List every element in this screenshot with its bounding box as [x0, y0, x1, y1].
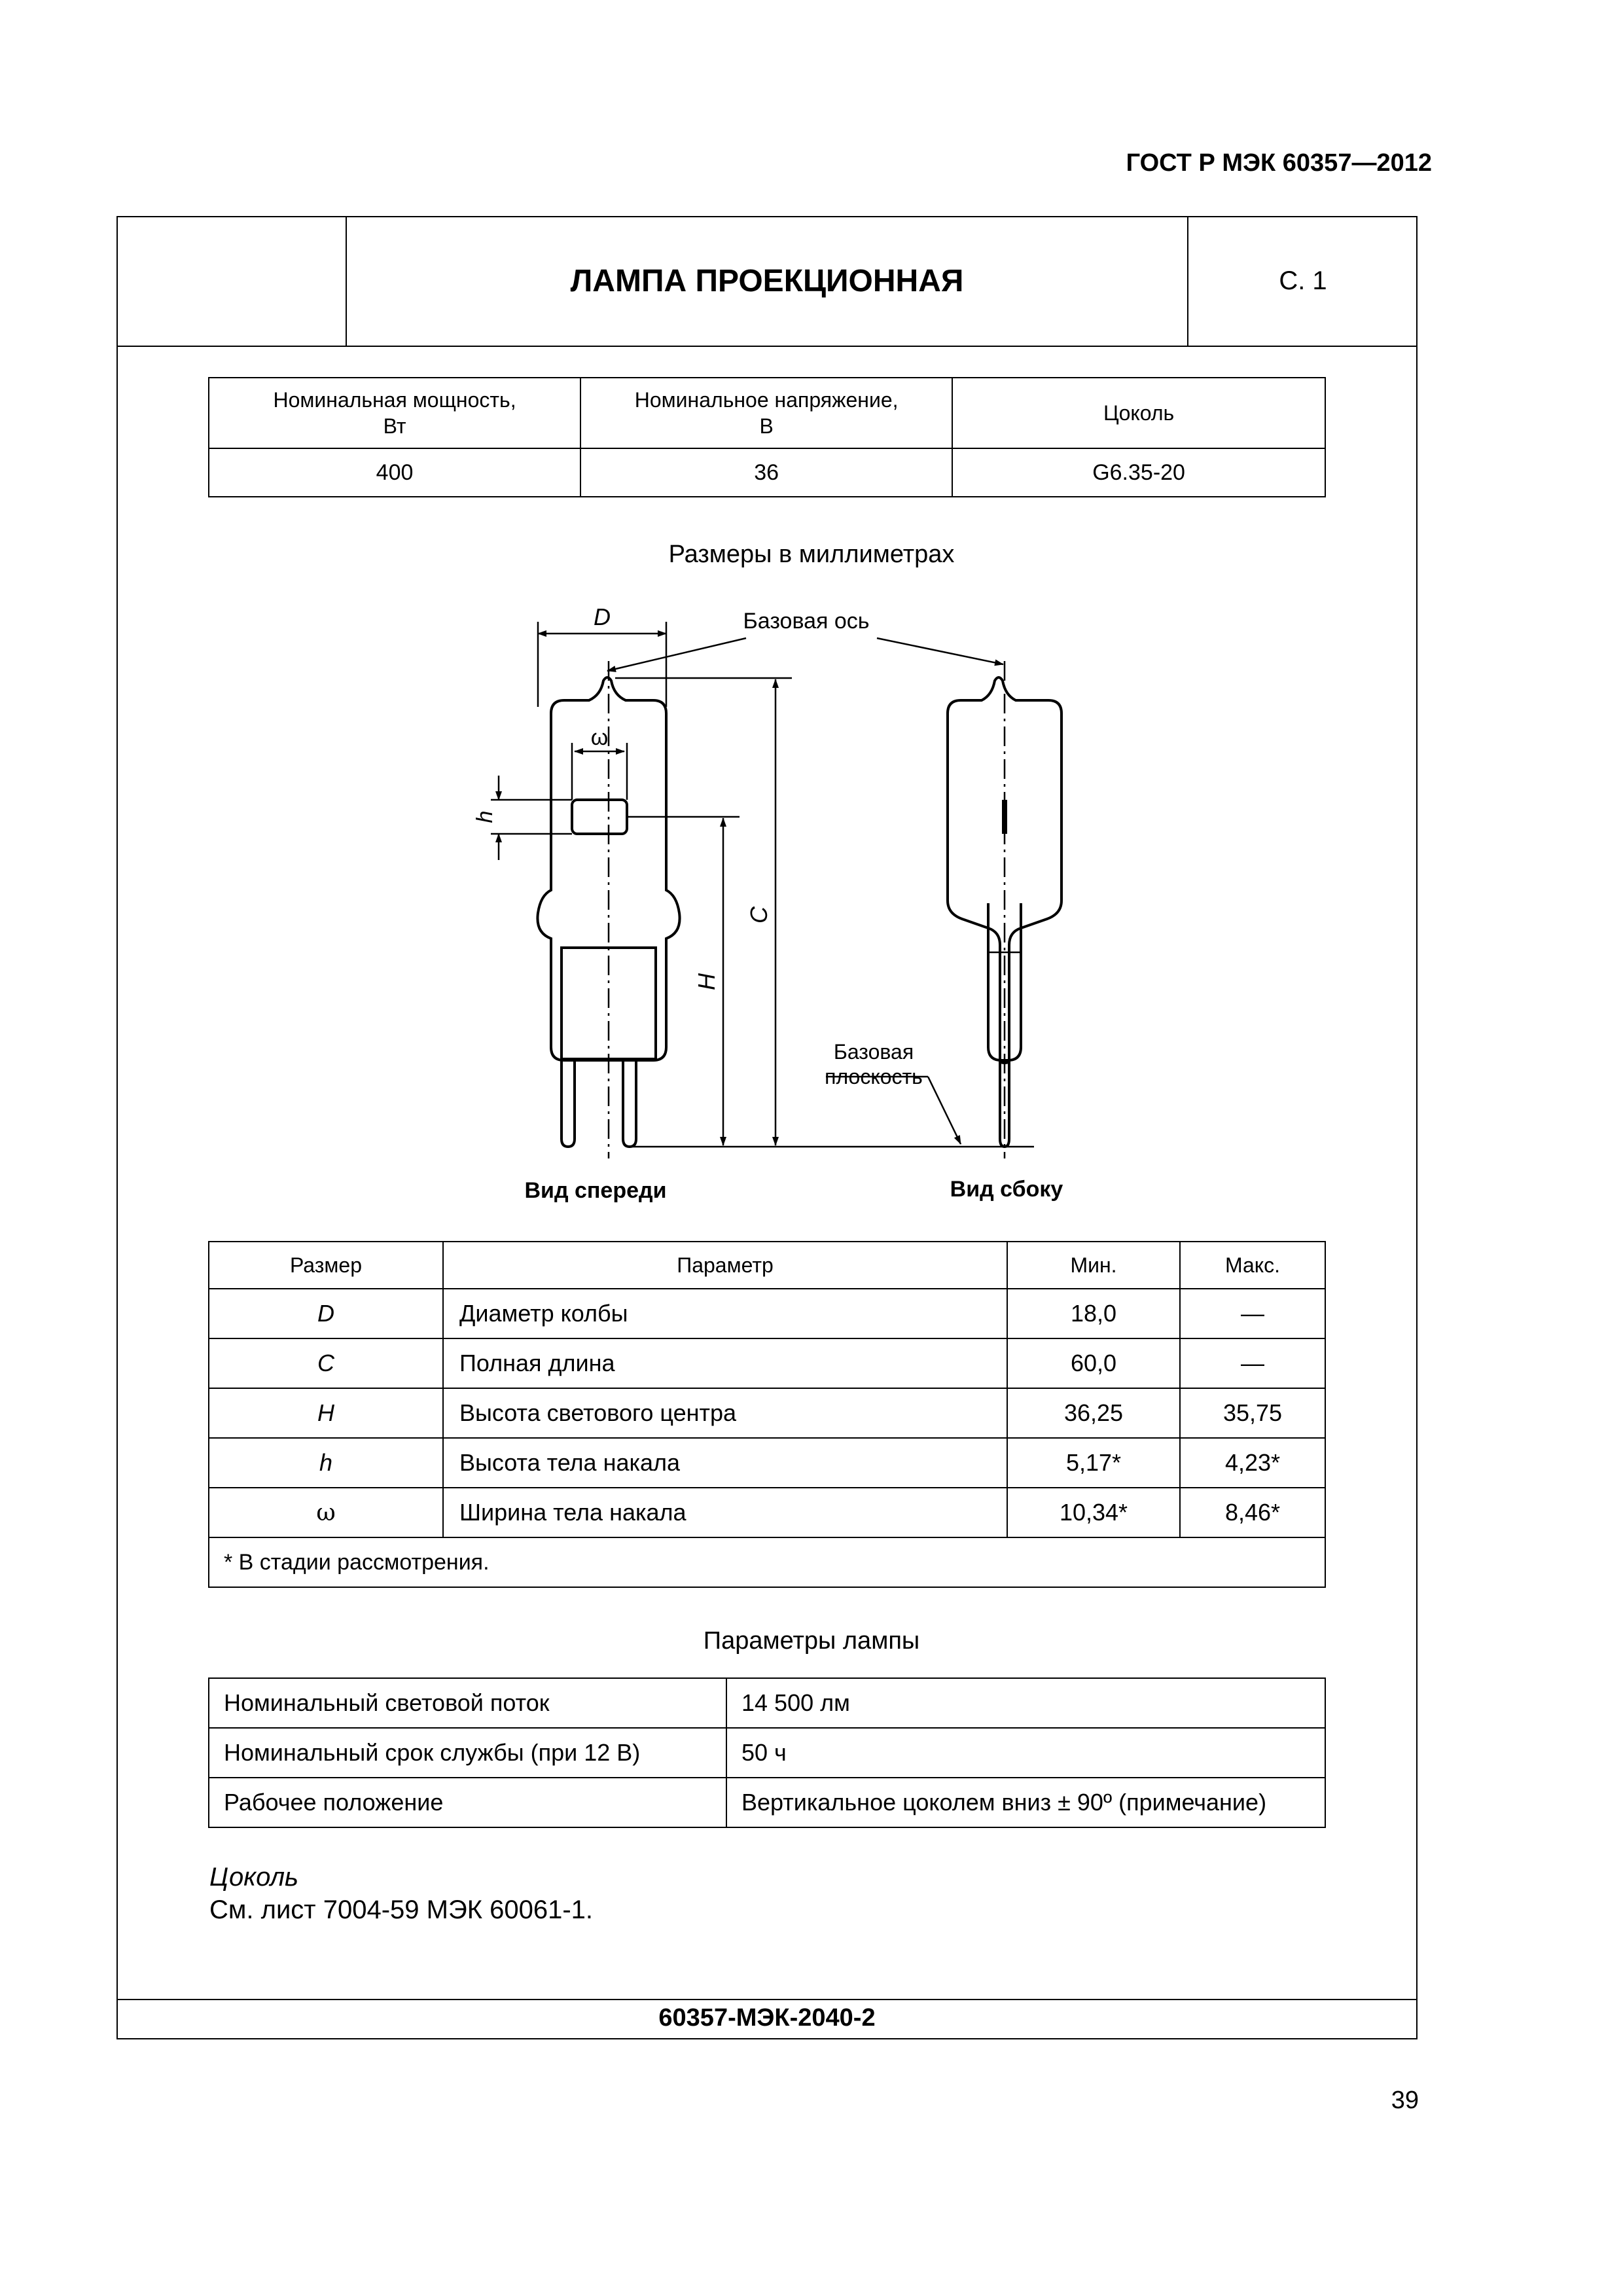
filament: [572, 800, 627, 834]
header-power: Номинальная мощность, Вт: [209, 378, 580, 448]
lamp-params-caption: Параметры лампы: [703, 1627, 920, 1655]
label-front-view: Вид спереди: [524, 1178, 667, 1203]
sheet-number: С. 1: [1279, 266, 1327, 295]
header-voltage: Номинальное напряжение, В: [580, 378, 952, 448]
table-row: Номинальный срок службы (при 12 В) 50 ч: [209, 1728, 1325, 1778]
col-size: Размер: [209, 1242, 443, 1289]
label-side-view: Вид сбоку: [950, 1177, 1063, 1202]
table-row: H Высота светового центра 36,25 35,75: [209, 1388, 1325, 1438]
label-c: C: [745, 906, 772, 924]
sheet-title: ЛАМПА ПРОЕКЦИОННАЯ: [347, 216, 1188, 346]
header-base: Цоколь: [952, 378, 1325, 448]
base-axis-leader-left: [607, 638, 746, 671]
base-title: Цоколь: [209, 1863, 299, 1892]
table-row: h Высота тела накала 5,17* 4,23*: [209, 1438, 1325, 1488]
table-row: Рабочее положение Вертикальное цоколем вниз ± 90º (примечание): [209, 1778, 1325, 1827]
table-row: ω Ширина тела накала 10,34* 8,46*: [209, 1488, 1325, 1537]
value-power: 400: [209, 448, 580, 497]
label-h: h: [473, 810, 497, 823]
label-d: D: [594, 603, 611, 630]
label-H: H: [693, 973, 720, 990]
lamp-params-table: [208, 1677, 1326, 1828]
value-voltage: 36: [580, 448, 952, 497]
table-footnote: * В стадии рассмотрения.: [209, 1537, 1325, 1587]
table-row: D Диаметр колбы 18,0 —: [209, 1289, 1325, 1338]
sheet-code: 60357-МЭК-2040-2: [658, 2004, 876, 2032]
base-plane-leader: [928, 1077, 961, 1144]
page-number: 39: [1391, 2087, 1419, 2114]
value-base: G6.35-20: [952, 448, 1325, 497]
front-pin-left: [562, 1060, 575, 1147]
base-reference: См. лист 7004-59 МЭК 60061-1.: [209, 1895, 594, 1924]
col-parameter: Параметр: [443, 1242, 1007, 1289]
dimensions-table: [208, 1241, 1326, 1588]
col-max: Макс.: [1180, 1242, 1325, 1289]
col-min: Мин.: [1007, 1242, 1180, 1289]
footer-divider: [116, 1999, 1418, 2000]
front-pin-right: [623, 1060, 636, 1147]
dimensions-caption: Размеры в миллиметрах: [668, 541, 955, 568]
label-base-axis: Базовая ось: [743, 609, 870, 634]
table-row: Номинальный световой поток 14 500 лм: [209, 1678, 1325, 1728]
base-axis-leader-right: [877, 638, 1003, 664]
standard-header: ГОСТ Р МЭК 60357—2012: [1126, 149, 1432, 177]
label-base-plane-2: плоскость: [825, 1065, 923, 1088]
label-omega: ω: [590, 725, 609, 750]
label-base-plane-1: Базовая: [833, 1040, 914, 1064]
table-row: C Полная длина 60,0 —: [209, 1338, 1325, 1388]
